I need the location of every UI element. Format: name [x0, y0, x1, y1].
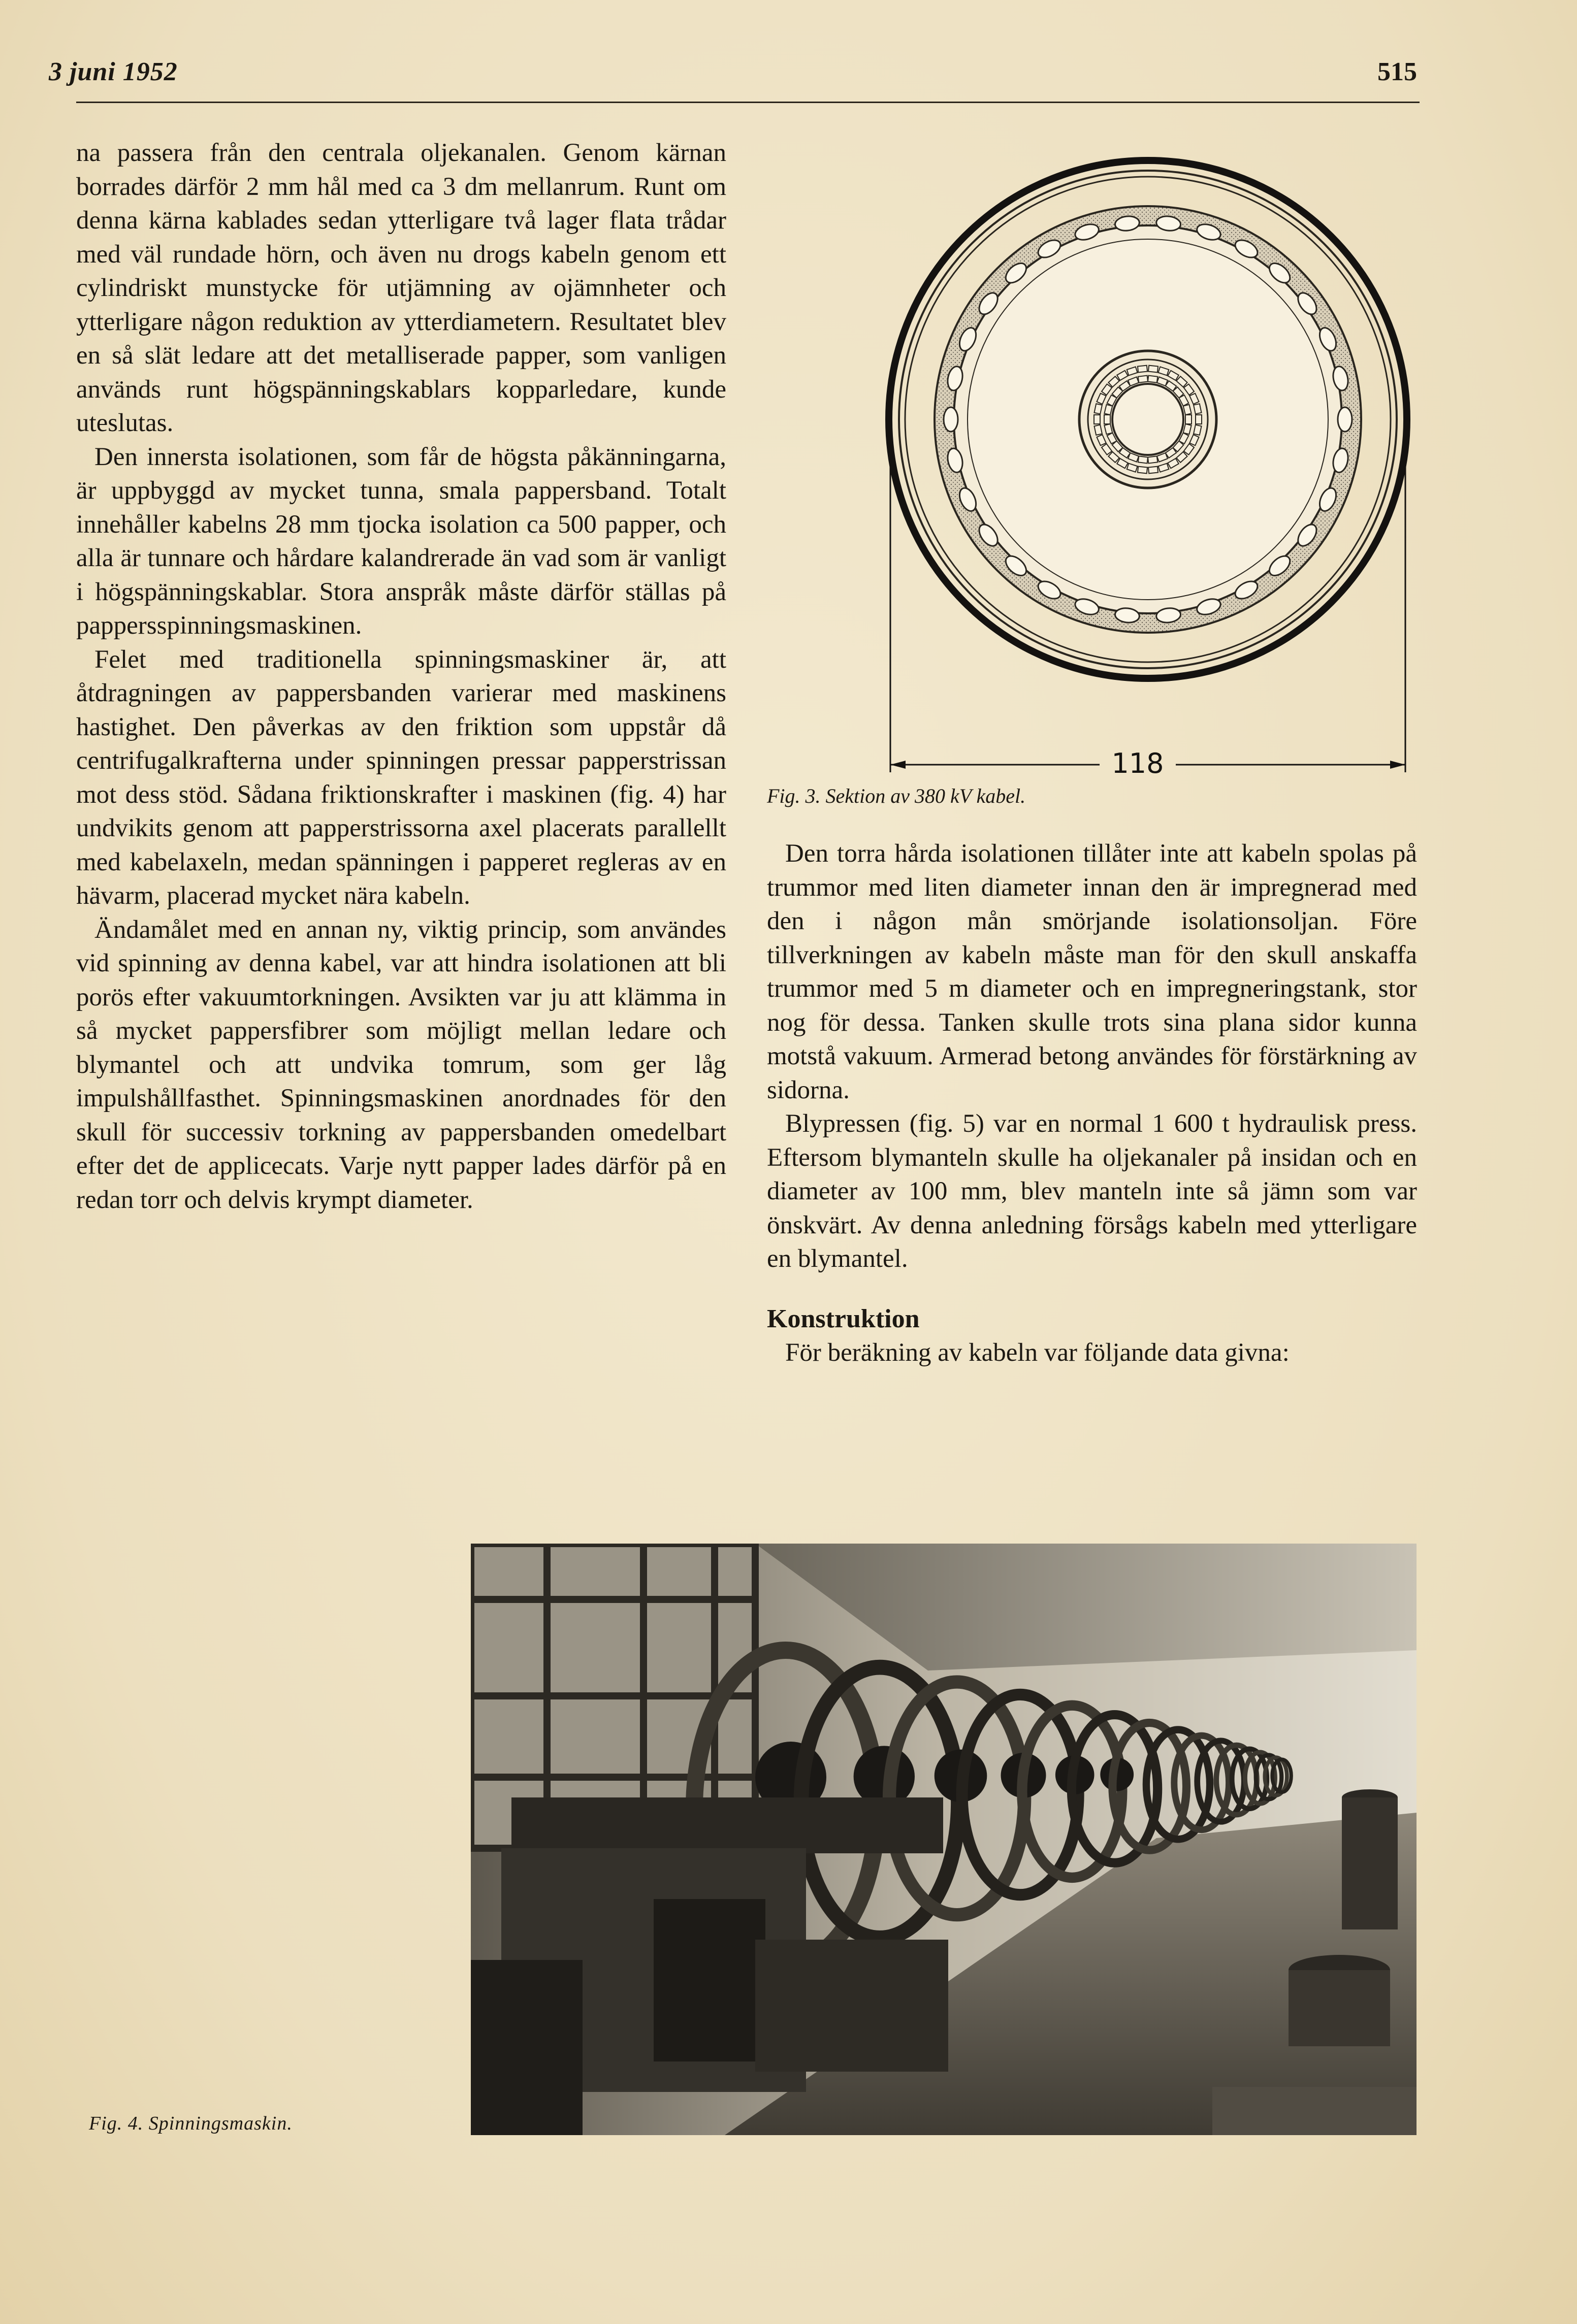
dimension-label: 118 [1111, 747, 1164, 775]
spacer [767, 1276, 1417, 1299]
conductor-strand [1094, 415, 1100, 424]
paragraph: Blypressen (fig. 5) var en normal 1 600 t hydraulisk press. Eftersom blymanteln skulle ha oljekanaler på insidan och en diameter av 100 mm, blev manteln inte så jämn som var önskvärt. Av denna anledning försågs kabeln med ytterligare en blymantel. [767, 1109, 1417, 1273]
conductor-strand [1196, 415, 1202, 424]
conductor-strand [1185, 415, 1192, 424]
section-heading: Konstruktion [767, 1304, 920, 1333]
spinning-machine-photo [471, 1544, 1417, 2135]
conductor-strand [1148, 376, 1157, 383]
header-date: 3 juni 1952 [49, 57, 178, 86]
conductor-strand [1148, 456, 1157, 463]
conductor-strand [1138, 366, 1147, 373]
conductor-strand [1194, 404, 1201, 414]
figure-4-caption: Fig. 4. Spinningsmaskin. [89, 2113, 293, 2134]
cable-cross-section [889, 160, 1407, 678]
conductor-strand [1138, 376, 1148, 383]
conductor-strand [1194, 425, 1201, 435]
conductor-strand [1148, 366, 1158, 373]
conductor-strand [1104, 415, 1110, 424]
paragraph: För beräkning av kabeln var följande data givna: [785, 1338, 1290, 1367]
right-column [767, 837, 1417, 1370]
page-number: 515 [1377, 57, 1417, 86]
conductor-strand [1138, 456, 1148, 463]
conductor-strand [1148, 467, 1158, 474]
paragraph: Den torra hårda isolationen tillåter inte att kabeln spolas på trummor med liten diameter innan den är impregnerad med den i någon mån smörjande isolationsoljan. Före tillverkningen av kabeln måste man för den skull anskaffa trummor med 5 m diameter och en impregneringstank, stor nog för dessa. Tanken skulle trots sina plana sidor kunna motstå vakuum. Armerad betong användes för förstärkning av sidorna. [767, 839, 1417, 1104]
paragraph: Ändamålet med en annan ny, viktig princip, som användes vid spinning av denna kabel, var att hindra isolationen att bli porös efter vakuumtorkningen. Avsikten var ju att klämma in så mycket pappersfibrer som möjligt mellan ledare och blymantel och att undvika tomrum, som ger låg impulshållfasthet. Spinningsmaskinen anordnades för den skull för successiv torkning av pappersbanden omedelbart efter det de applicecats. Varje nytt papper lades därför på en redan torr och delvis krympt diameter. [76, 915, 726, 1214]
paragraph: Felet med traditionella spinningsmaskiner är, att åtdragningen av pappersbanden varierar med maskinens hastighet. Den påverkas av den friktion som uppstår då centrifugalkrafterna under spinningen pressar papperstrissan mot dess stöd. Sådana friktionskrafter i maskinen (fig. 4) har undvikits genom att papperstrissorna axel placerats parallellt med kabelaxeln, medan spänningen i papperet regleras av en hävarm, placerad mycket nära kabeln. [76, 645, 726, 910]
oil-channel [944, 407, 958, 432]
figure-3-caption: Fig. 3. Sektion av 380 kV kabel. [767, 784, 1026, 807]
conductor-strand [1094, 425, 1102, 435]
conductor-strand [1138, 467, 1147, 474]
left-column [76, 136, 726, 1217]
oil-channel [1338, 407, 1352, 432]
paragraph: na passera från den centrala oljekanalen. Genom kärnan borrades därför 2 mm hål med ca 3 dm mellanrum. Runt om denna kärna kablades sedan ytterligare två lager flata trådar med väl rundade hörn, och även nu drogs kabeln genom ett cylindriskt munstycke för utjämning av ojämnheter och ytterligare någon reduktion av ytterdiametern. Resultatet blev en så slät ledare att det metalliserade papper, som vanligen används runt högspänningskablars kopparledare, kunde uteslutas. [76, 139, 726, 437]
header-rule [76, 102, 1420, 103]
paragraph: Den innersta isolationen, som får de högsta påkänningarna, är uppbyggd av mycket tunna, smala pappersband. Totalt innehåller kabelns 28 mm tjocka isolation ca 500 papper, och alla är tunnare och hårdare kalandrerade än vad som är vanligt i högspänningskablar. Stora anspråk måste därför ställas på pappersspinningsmaskinen. [76, 442, 726, 640]
conductor-strand [1094, 404, 1102, 414]
cable-section-diagram [881, 150, 1414, 775]
